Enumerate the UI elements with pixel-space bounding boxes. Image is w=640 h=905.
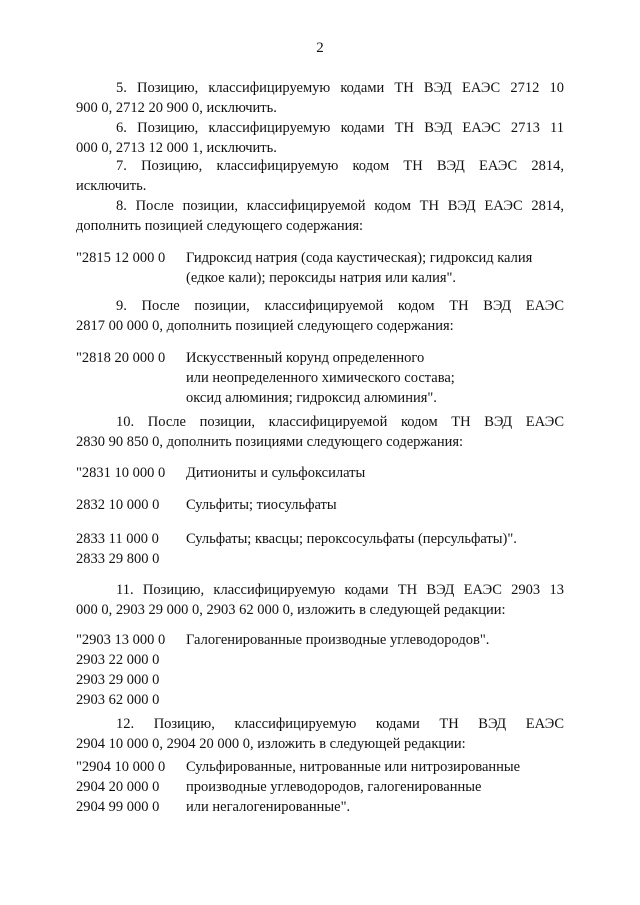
paragraph-line: дополнить позицией следующего содержания:	[76, 218, 364, 234]
tariff-codes	[76, 348, 186, 368]
paragraph-line: 2817 00 000 0, дополнить позицией следующего содержания:	[76, 318, 454, 334]
description-line: оксид алюминия; гидроксид алюминия".	[186, 390, 437, 406]
description-line: Сульфированные, нитрованные или нитрозированные	[186, 759, 521, 775]
paragraph-line: 2830 90 850 0, дополнить позициями следующего содержания:	[76, 434, 464, 450]
paragraph-item-7-cont	[76, 176, 564, 197]
paragraph-line: 11. Позицию, классифицируемую кодами ТН ВЭД ЕАЭС 2903 13	[116, 582, 564, 598]
tariff-description	[186, 529, 566, 549]
tariff-code: 2833 11 000 0	[76, 531, 159, 547]
paragraph-line: 8. После позиции, классифицируемой кодом ТН ВЭД ЕАЭС 2814,	[116, 198, 564, 214]
tariff-code: "2818 20 000 0	[76, 350, 166, 366]
paragraph-item-10	[76, 412, 564, 433]
paragraph-item-11-cont	[76, 600, 564, 621]
paragraph-item-5-cont	[76, 98, 564, 119]
tariff-entry-2832	[76, 495, 564, 515]
paragraph-item-8-cont	[76, 216, 564, 237]
paragraph-item-8	[76, 196, 564, 217]
description-line: производные углеводородов, галогенированные	[186, 779, 482, 795]
paragraph-line: 000 0, 2903 29 000 0, 2903 62 000 0, изложить в следующей редакции:	[76, 602, 506, 618]
description-line: Сульфаты; квасцы; пероксосульфаты (персульфаты)".	[186, 531, 517, 547]
tariff-codes	[76, 757, 186, 817]
tariff-code: "2903 13 000 0	[76, 632, 166, 648]
tariff-code: 2904 99 000 0	[76, 799, 160, 815]
paragraph-line: 000 0, 2713 12 000 1, исключить.	[76, 140, 277, 156]
paragraph-item-9-cont	[76, 316, 564, 337]
tariff-entry-2904	[76, 757, 564, 817]
paragraph-line: 9. После позиции, классифицируемой кодом ТН ВЭД ЕАЭС	[116, 298, 564, 314]
tariff-entry-2818	[76, 348, 564, 408]
paragraph-line: 6. Позицию, классифицируемую кодами ТН ВЭД ЕАЭС 2713 11	[116, 120, 564, 136]
tariff-code: "2831 10 000 0	[76, 465, 166, 481]
paragraph-item-12	[76, 714, 564, 735]
tariff-code: "2904 10 000 0	[76, 759, 166, 775]
tariff-code: 2903 22 000 0	[76, 652, 160, 668]
paragraph-item-11	[76, 580, 564, 601]
paragraph-line: 12. Позицию, классифицируемую кодами ТН ВЭД ЕАЭС	[116, 716, 564, 732]
tariff-codes	[76, 495, 186, 515]
paragraph-line: 5. Позицию, классифицируемую кодами ТН ВЭД ЕАЭС 2712 10	[116, 80, 564, 96]
tariff-description	[186, 463, 566, 483]
tariff-code: 2903 29 000 0	[76, 672, 160, 688]
tariff-entry-2833	[76, 529, 564, 569]
paragraph-item-12-cont	[76, 734, 564, 755]
tariff-codes	[76, 529, 186, 569]
paragraph-item-9	[76, 296, 564, 317]
paragraph-line: 2904 10 000 0, 2904 20 000 0, изложить в следующей редакции:	[76, 736, 466, 752]
paragraph-line: 900 0, 2712 20 900 0, исключить.	[76, 100, 277, 116]
paragraph-line: 10. После позиции, классифицируемой кодом ТН ВЭД ЕАЭС	[116, 414, 564, 430]
tariff-code: 2903 62 000 0	[76, 692, 160, 708]
paragraph-item-6	[76, 118, 564, 139]
tariff-description	[186, 757, 566, 817]
tariff-entry-2831	[76, 463, 564, 483]
description-line: Гидроксид натрия (сода каустическая); гидроксид калия	[186, 250, 533, 266]
page-number: 2	[316, 40, 324, 56]
tariff-description	[186, 348, 566, 408]
paragraph-line: 7. Позицию, классифицируемую кодом ТН ВЭД ЕАЭС 2814,	[116, 158, 564, 174]
tariff-code: "2815 12 000 0	[76, 250, 166, 266]
description-line: Дитиониты и сульфоксилаты	[186, 465, 366, 481]
description-line: Искусственный корунд определенного	[186, 350, 425, 366]
tariff-description	[186, 248, 566, 288]
paragraph-item-10-cont	[76, 432, 564, 453]
paragraph-item-7	[76, 156, 564, 177]
tariff-entry-2903	[76, 630, 564, 710]
description-line: или неопределенного химического состава;	[186, 370, 455, 386]
tariff-code: 2833 29 800 0	[76, 551, 160, 567]
tariff-entry-2815	[76, 248, 564, 288]
tariff-code: 2904 20 000 0	[76, 779, 160, 795]
description-line: или негалогенированные".	[186, 799, 351, 815]
paragraph-item-5	[76, 78, 564, 99]
paragraph-line: исключить.	[76, 178, 147, 194]
description-line: Галогенированные производные углеводородов".	[186, 632, 490, 648]
tariff-codes	[76, 630, 186, 710]
tariff-description	[186, 630, 566, 650]
tariff-code: 2832 10 000 0	[76, 497, 160, 513]
tariff-description	[186, 495, 566, 515]
tariff-codes	[76, 248, 186, 268]
description-line: Сульфиты; тиосульфаты	[186, 497, 337, 513]
description-line: (едкое кали); пероксиды натрия или калия".	[186, 270, 457, 286]
tariff-codes	[76, 463, 186, 483]
